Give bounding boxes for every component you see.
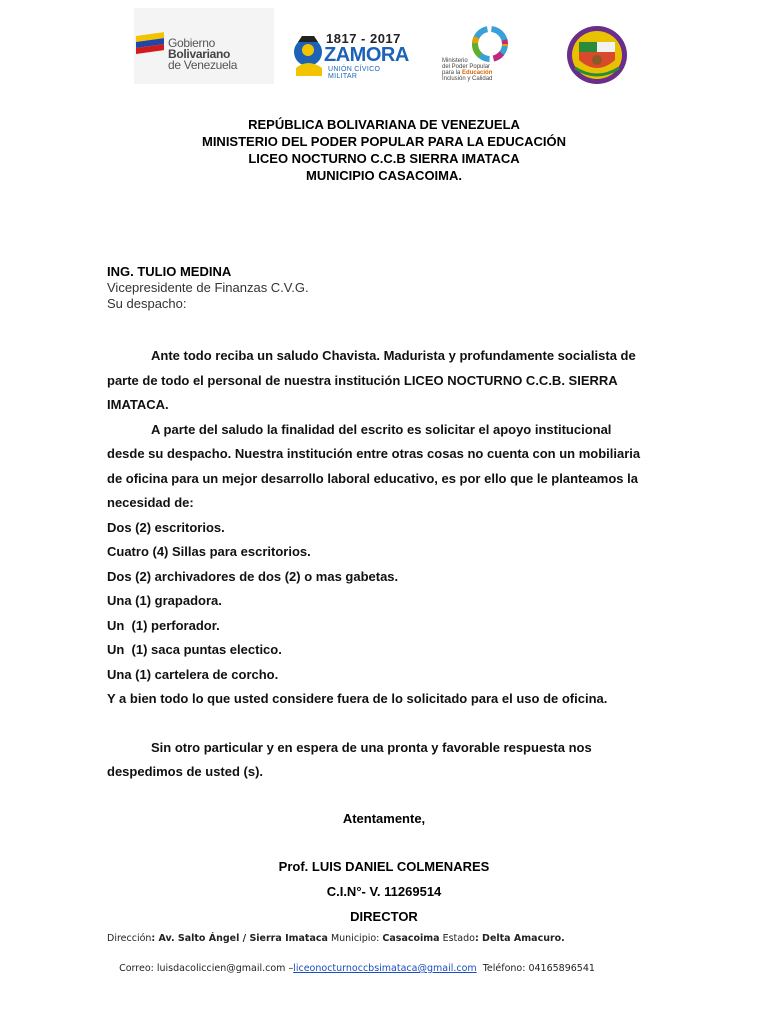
municipal-seal-icon <box>565 24 629 86</box>
phone-number: 04165896541 <box>528 963 595 974</box>
gob-name-3: de Venezuela <box>168 58 238 72</box>
mppe-logo <box>428 26 540 84</box>
zamora-subtitle: UNIÓN CÍVICO MILITAR <box>328 66 381 80</box>
header-republic: REPÚBLICA BOLIVARIANA DE VENEZUELA <box>248 117 520 132</box>
zamora-name: ZAMORA <box>324 44 409 66</box>
request-paragraph: A parte del saludo la finalidad del escrito es solicitar el apoyo institucional desde su despacho. Nuestra institución entre otras cosas no cuenta con un mobiliaria de oficina para un mejor desarrollo laboral educativo, es por ello que le planteamos la necesidad de: <box>107 421 641 510</box>
footer-contact <box>107 931 595 991</box>
list-item: Una (1) grapadora. <box>107 593 222 608</box>
gob-name-2: Bolivariano <box>168 47 231 61</box>
address-value: : Av. Salto Ángel / Sierra Imataca <box>151 933 328 944</box>
zamora-years: 1817 - 2017 <box>326 31 401 46</box>
institution-header <box>0 116 768 184</box>
header-school: LICEO NOCTURNO C.C.B SIERRA IMATACA <box>248 151 520 166</box>
gob-name-1: Gobierno <box>168 36 215 50</box>
signer-id: C.I.N°- V. 11269514 <box>326 884 442 899</box>
municipality-value: Casacoima <box>382 933 440 944</box>
gobierno-text <box>168 38 274 71</box>
list-item: Y a bien todo lo que usted considere fuera de lo solicitado para el uso de oficina. <box>107 691 608 706</box>
mppe-line-3b: Educación <box>462 70 493 76</box>
email-separator: – <box>285 963 294 974</box>
state-value: : Delta Amacuro. <box>474 933 565 944</box>
footer-contact-line <box>107 946 595 991</box>
signer-role: DIRECTOR <box>350 909 418 924</box>
recipient-office: Su despacho: <box>107 296 187 311</box>
list-item: Dos (2) escritorios. <box>107 519 225 535</box>
greeting-paragraph: Ante todo reciba un saludo Chavista. Madurista y profundamente socialista de parte de todo el personal de nuestra institución LICEO NOCTURNO C.C.B. SIERRA IMATACA. <box>107 348 636 412</box>
letter-body <box>107 344 647 785</box>
recipient-title: Vicepresidente de Finanzas C.V.G. <box>107 280 309 295</box>
municipality-label: Municipio: <box>327 933 383 944</box>
state-label: Estado <box>439 933 475 944</box>
header-ministry: MINISTERIO DEL PODER POPULAR PARA LA EDUCACIÓN <box>201 134 567 149</box>
municipal-seal <box>565 24 629 86</box>
address-label: Dirección <box>107 933 152 944</box>
mppe-line-4: Inclusión y Calidad <box>442 76 493 82</box>
list-item: Cuatro (4) Sillas para escritorios. <box>107 544 311 559</box>
mppe-line-2: del Poder Popular <box>442 64 491 70</box>
mppe-line-1: Ministerio <box>442 58 468 64</box>
signer-name: Prof. LUIS DANIEL COLMENARES <box>278 859 490 874</box>
salutation: Atentamente, <box>342 811 426 826</box>
header-logos <box>0 0 768 100</box>
recipient-block <box>107 264 309 312</box>
mppe-text <box>442 58 492 82</box>
list-item: Un (1) perforador. <box>107 617 220 633</box>
email-personal: luisdacoliccien@gmail.com <box>156 963 286 974</box>
list-item: Una (1) cartelera de corcho. <box>107 666 279 682</box>
recipient-name: ING. TULIO MEDINA <box>107 264 232 279</box>
header-municipality: MUNICIPIO CASACOIMA. <box>306 168 462 183</box>
list-item: Dos (2) archivadores de dos (2) o mas gabetas. <box>107 568 399 584</box>
list-item: Un (1) saca puntas electico. <box>107 642 282 657</box>
footer-address <box>107 931 595 946</box>
mppe-line-3: para la <box>442 70 461 76</box>
gobierno-bolivariano-logo <box>134 8 274 84</box>
email-label: Correo: <box>119 963 157 974</box>
phone-label: Teléfono: <box>476 963 529 974</box>
zamora-logo <box>292 28 410 80</box>
email-institutional-link[interactable]: liceonocturnoccbsimataca@gmail.com <box>293 963 477 974</box>
closing-paragraph: Sin otro particular y en espera de una pronta y favorable respuesta nos despedimos de usted (s). <box>107 739 592 779</box>
